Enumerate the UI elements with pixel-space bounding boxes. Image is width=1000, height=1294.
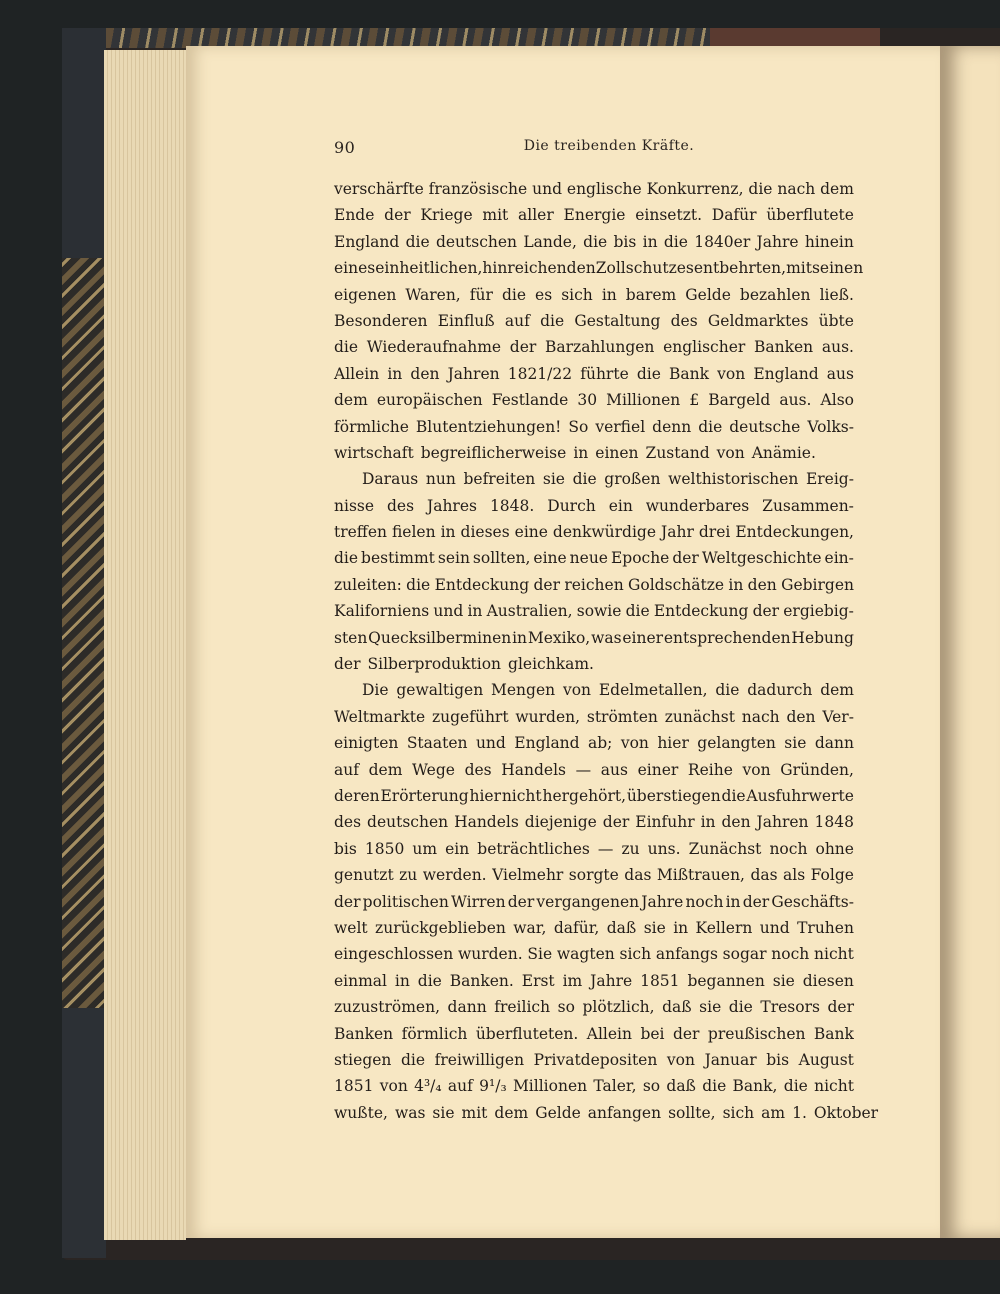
page-number: 90 [334, 138, 356, 157]
running-head: Die treibenden Kräfte. [523, 138, 695, 154]
text-line: auf dem Wege des Handels — aus einer Reihe von Gründen, [334, 760, 854, 779]
text-line: Die gewaltigen Mengen von Edelmetallen, die dadurch dem [362, 681, 854, 700]
text-line: nisse des Jahres 1848. Durch ein wunderbares Zusammen- [334, 496, 854, 515]
text-line: Allein in den Jahren 1821/22 führte die Bank von England aus [334, 364, 854, 383]
text-line: Daraus nun befreiten sie die großen welthistorischen Ereig- [362, 470, 854, 489]
text-line: einigten Staaten und England ab; von hier gelangten sie dann [334, 734, 854, 753]
text-line: genutzt zu werden. Vielmehr sorgte das Mißtrauen, das als Folge [334, 866, 854, 885]
marbled-cover-edge [62, 28, 106, 1258]
text-line: welt zurückgeblieben war, dafür, daß sie in Kellern und Truhen [334, 918, 854, 937]
text-line: dem europäischen Festlande 30 Millionen £ Bargeld aus. Also [334, 391, 854, 410]
text-line: eigenen Waren, für die es sich in barem Gelde bezahlen ließ. [334, 285, 854, 304]
text-line: zuleiten: die Entdeckung der reichen Goldschätze in den Gebirgen [334, 575, 854, 594]
text-line: Banken förmlich überfluteten. Allein bei der preußischen Bank [334, 1024, 854, 1043]
text-line: 1851 von 4³/₄ auf 9¹/₃ Millionen Taler, so daß die Bank, die nicht [334, 1077, 854, 1096]
leather-corner-top [62, 28, 106, 258]
text-line: bis 1850 um ein beträchtliches — zu uns. Zunächst noch ohne [334, 839, 854, 858]
text-line: eingeschlossen wurden. Sie wagten sich anfangs sogar noch nicht [334, 945, 854, 964]
text-line: des deutschen Handels diejenige der Einfuhr in den Jahren 1848 [334, 813, 854, 832]
text-line: der politischen Wirren der vergangenen Jahre noch in der Geschäfts- [334, 892, 854, 911]
text-line: wirtschaft begreiflicherweise in einen Zustand von Anämie. [334, 443, 816, 462]
text-line: förmliche Blutentziehungen! So verfiel denn die deutsche Volks- [334, 417, 854, 436]
text-line: treffen fielen in dieses eine denkwürdige Jahr drei Entdeckungen, [334, 523, 854, 542]
text-line: Besonderen Einfluß auf die Gestaltung des Geldmarktes übte [334, 311, 854, 330]
text-line: deren Erörterung hier nicht hergehört, überstiegen die Ausfuhrwerte [334, 786, 854, 805]
text-line: Weltmarkte zugeführt wurden, strömten zunächst nach den Ver- [334, 707, 854, 726]
leather-corner-bottom [62, 1008, 106, 1258]
text-line: Ende der Kriege mit aller Energie einsetzt. Dafür überflutete [334, 206, 854, 225]
marbled-top-edge [106, 28, 880, 48]
text-line: eines einheitlichen, hinreichenden Zollschutzes entbehrten, mit seinen [334, 259, 864, 278]
body-text [334, 176, 879, 1126]
text-line: die bestimmt sein sollten, eine neue Epoche der Weltgeschichte ein- [334, 549, 854, 568]
text-line: wußte, was sie mit dem Gelde anfangen sollte, sich am 1. Oktober [334, 1103, 879, 1122]
page-edges [104, 50, 186, 1240]
text-line: die Wiederaufnahme der Barzahlungen englischer Banken aus. [334, 338, 854, 357]
text-line: England die deutschen Lande, die bis in die 1840er Jahre hinein [334, 232, 854, 251]
text-line: Kaliforniens und in Australien, sowie die Entdeckung der ergiebig- [334, 602, 854, 621]
text-line: verschärfte französische und englische Konkurrenz, die nach dem [334, 180, 854, 198]
text-line: zuzuströmen, dann freilich so plötzlich, daß sie die Tresors der [334, 998, 854, 1017]
text-line: einmal in die Banken. Erst im Jahre 1851 begannen sie diesen [334, 971, 854, 990]
text-line: der Silberproduktion gleichkam. [334, 655, 594, 674]
page-header [334, 138, 854, 166]
facing-page [940, 46, 1000, 1238]
text-line: stiegen die freiwilligen Privatdepositen von Januar bis August [334, 1050, 854, 1069]
text-line: sten Quecksilberminen in Mexiko, was einer entsprechenden Hebung [334, 628, 854, 647]
